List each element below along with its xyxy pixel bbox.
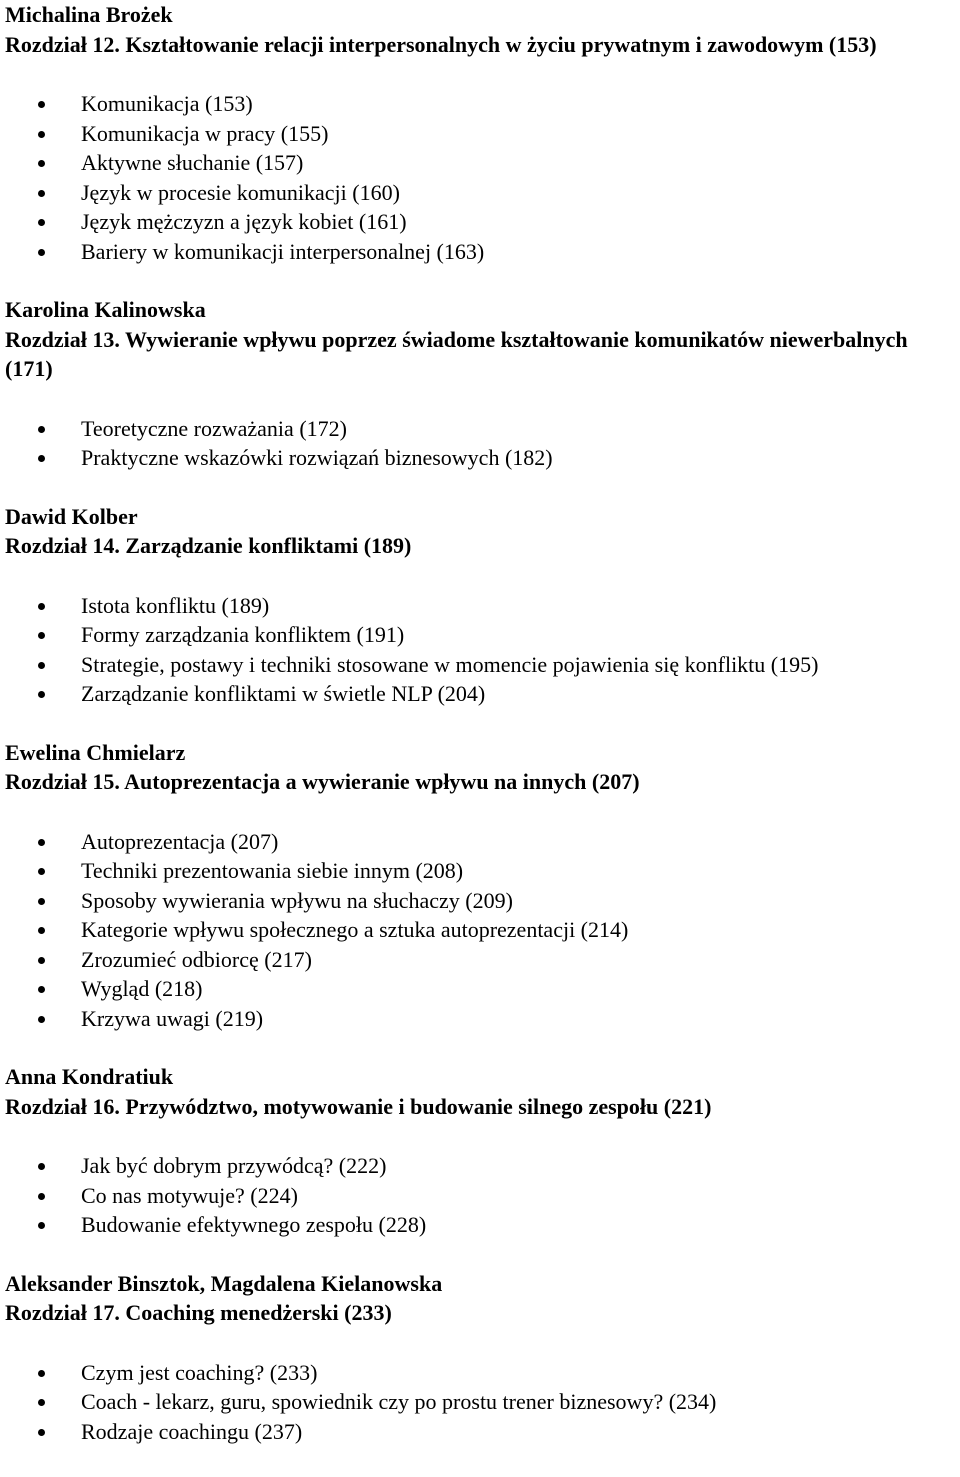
chapter-author: Anna Kondratiuk — [5, 1064, 174, 1089]
list-item — [5, 178, 955, 208]
bullet-icon — [38, 1370, 45, 1377]
bullet-icon — [38, 160, 45, 167]
chapter-section — [5, 1062, 955, 1240]
list-item — [5, 1417, 955, 1447]
bullet-icon — [38, 426, 45, 433]
list-item-text: Zrozumieć odbiorcę (217) — [81, 946, 312, 972]
list-item-text: Teoretyczne rozważania (172) — [81, 415, 347, 441]
bullet-icon — [38, 1016, 45, 1023]
subsection-list — [5, 591, 955, 709]
list-item — [5, 1358, 955, 1388]
bullet-icon — [38, 927, 45, 934]
list-item-text: Praktyczne wskazówki rozwiązań biznesowych (182) — [81, 445, 553, 470]
list-item-text: Kategorie wpływu społecznego a sztuka autoprezentacji (214) — [81, 917, 629, 942]
list-item — [5, 974, 955, 1004]
list-item — [5, 414, 955, 444]
bullet-icon — [38, 957, 45, 964]
subsection-list — [5, 89, 955, 266]
list-item — [5, 207, 955, 237]
bullet-icon — [38, 662, 45, 669]
list-item-text: Aktywne słuchanie (157) — [81, 150, 304, 175]
list-item-text: Formy zarządzania konfliktem (191) — [81, 622, 405, 647]
chapter-author: Karolina Kalinowska — [5, 297, 206, 322]
bullet-icon — [38, 632, 45, 639]
table-of-contents — [5, 0, 955, 1446]
chapter-author: Ewelina Chmielarz — [5, 739, 186, 765]
list-item — [5, 89, 955, 119]
bullet-icon — [38, 839, 45, 846]
list-item-text: Rodzaje coachingu (237) — [81, 1418, 303, 1444]
chapter-author: Dawid Kolber — [5, 503, 138, 529]
list-item — [5, 443, 955, 473]
list-item — [5, 1210, 955, 1240]
list-item-text: Komunikacja w pracy (155) — [81, 120, 329, 146]
list-item-text: Krzywa uwagi (219) — [81, 1005, 264, 1031]
chapter-title: Rozdział 15. Autoprezentacja a wywieranie wpływu na innych (207) — [5, 769, 640, 794]
bullet-icon — [38, 1429, 45, 1436]
list-item — [5, 148, 955, 178]
subsection-list — [5, 414, 955, 473]
list-item-text: Czym jest coaching? (233) — [81, 1359, 318, 1385]
list-item — [5, 1181, 955, 1211]
chapter-section — [5, 1269, 955, 1447]
list-item-text: Sposoby wywierania wpływu na słuchaczy (209) — [81, 887, 513, 913]
chapter-author: Aleksander Binsztok, Magdalena Kielanowska — [5, 1270, 443, 1296]
bullet-icon — [38, 1399, 45, 1406]
list-item-text: Techniki prezentowania siebie innym (208) — [81, 858, 464, 883]
bullet-icon — [38, 219, 45, 226]
bullet-icon — [38, 101, 45, 108]
bullet-icon — [38, 603, 45, 610]
list-item — [5, 915, 955, 945]
list-item — [5, 237, 955, 267]
bullet-icon — [38, 986, 45, 993]
subsection-list — [5, 827, 955, 1034]
list-item — [5, 945, 955, 975]
chapter-section — [5, 502, 955, 709]
list-item-text: Wygląd (218) — [81, 976, 203, 1001]
list-item-text: Autoprezentacja (207) — [81, 828, 279, 854]
list-item-text: Zarządzanie konfliktami w świetle NLP (204) — [81, 681, 486, 706]
list-item-text: Język w procesie komunikacji (160) — [81, 179, 400, 205]
bullet-icon — [38, 1163, 45, 1170]
list-item — [5, 827, 955, 857]
list-item-text: Budowanie efektywnego zespołu (228) — [81, 1212, 427, 1237]
list-item — [5, 1004, 955, 1034]
list-item — [5, 591, 955, 621]
list-item — [5, 119, 955, 149]
list-item-text: Strategie, postawy i techniki stosowane w momencie pojawienia się konfliktu (195) — [81, 651, 819, 677]
list-item — [5, 886, 955, 916]
chapter-title: Rozdział 14. Zarządzanie konfliktami (189) — [5, 533, 412, 558]
list-item — [5, 856, 955, 886]
bullet-icon — [38, 898, 45, 905]
bullet-icon — [38, 455, 45, 462]
bullet-icon — [38, 1193, 45, 1200]
chapter-title: Rozdział 16. Przywództwo, motywowanie i budowanie silnego zespołu (221) — [5, 1093, 712, 1119]
chapter-author: Michalina Brożek — [5, 2, 173, 27]
chapter-section — [5, 738, 955, 1034]
list-item — [5, 620, 955, 650]
bullet-icon — [38, 691, 45, 698]
list-item-text: Co nas motywuje? (224) — [81, 1182, 298, 1208]
chapter-section — [5, 0, 955, 266]
list-item-text: Komunikacja (153) — [81, 91, 253, 116]
bullet-icon — [38, 868, 45, 875]
bullet-icon — [38, 190, 45, 197]
list-item-text: Istota konfliktu (189) — [81, 592, 270, 618]
list-item-text: Język mężczyzn a język kobiet (161) — [81, 209, 407, 234]
list-item — [5, 1387, 955, 1417]
subsection-list — [5, 1151, 955, 1240]
bullet-icon — [38, 1222, 45, 1229]
subsection-list — [5, 1358, 955, 1447]
chapter-title: Rozdział 17. Coaching menedżerski (233) — [5, 1300, 392, 1325]
list-item — [5, 650, 955, 680]
list-item — [5, 679, 955, 709]
list-item — [5, 1151, 955, 1181]
chapter-title: Rozdział 13. Wywieranie wpływu poprzez świadome kształtowanie komunikatów niewerbalnych (171) — [5, 326, 908, 381]
chapter-section — [5, 295, 955, 473]
list-item-text: Coach - lekarz, guru, spowiednik czy po prostu trener biznesowy? (234) — [81, 1389, 717, 1414]
bullet-icon — [38, 131, 45, 138]
list-item-text: Jak być dobrym przywódcą? (222) — [81, 1153, 387, 1178]
chapter-title: Rozdział 12. Kształtowanie relacji interpersonalnych w życiu prywatnym i zawodowym (153) — [5, 31, 877, 57]
bullet-icon — [38, 249, 45, 256]
list-item-text: Bariery w komunikacji interpersonalnej (163) — [81, 238, 485, 264]
